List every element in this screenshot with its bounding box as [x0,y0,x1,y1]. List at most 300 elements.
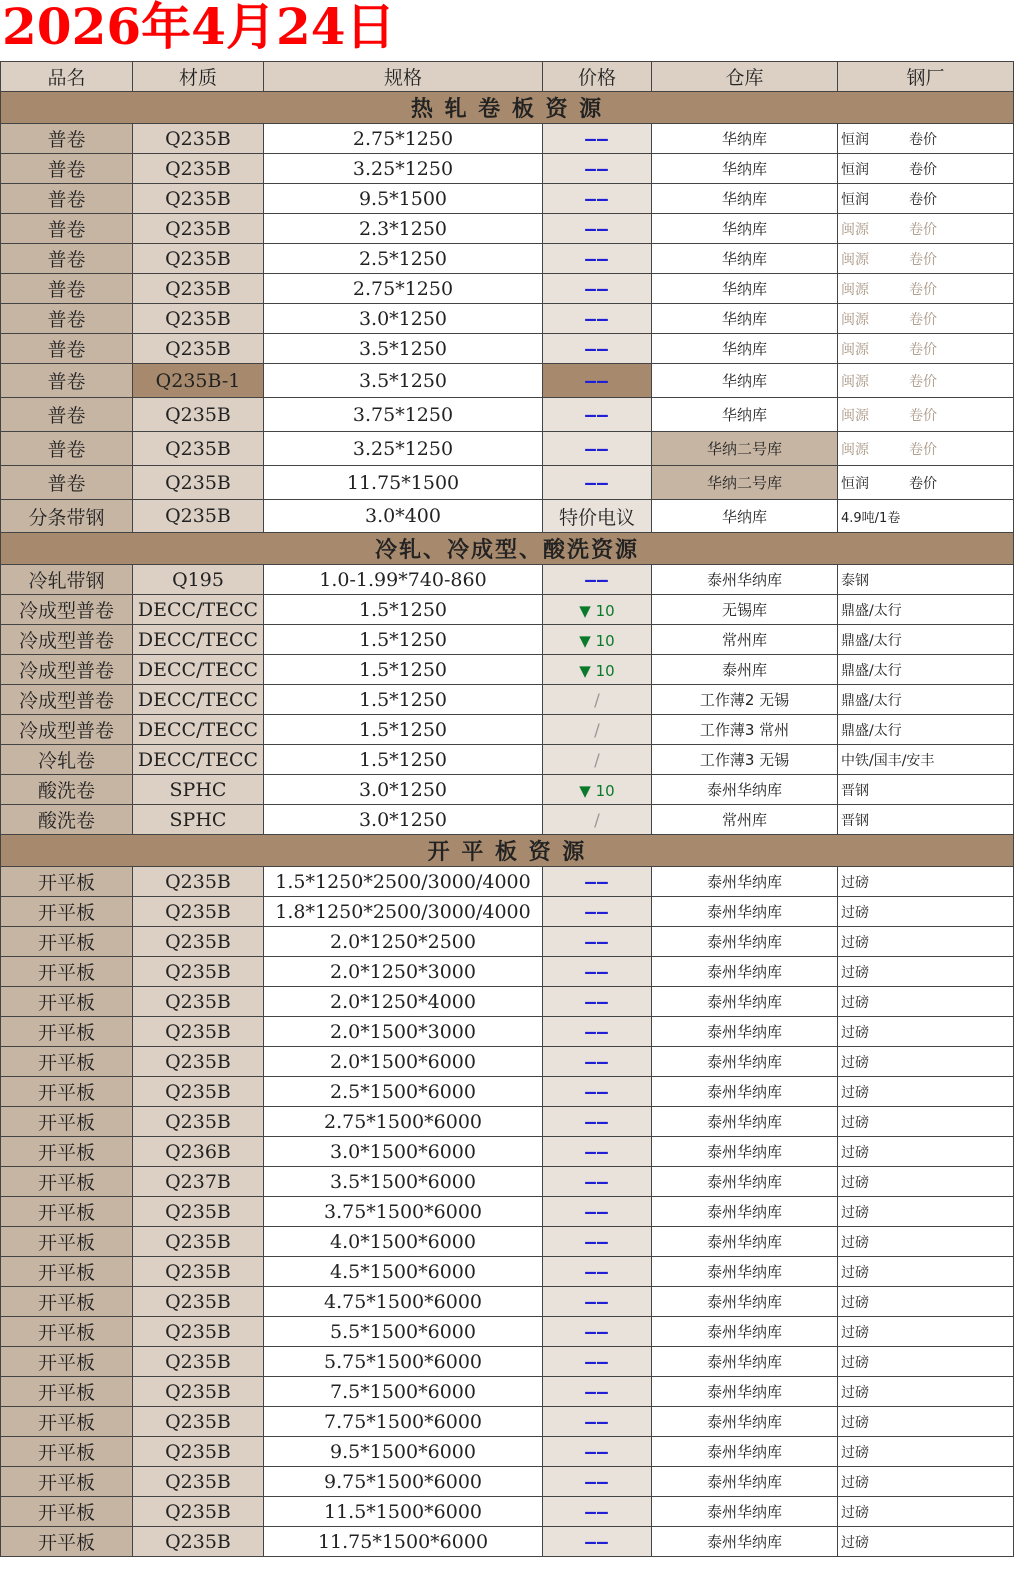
warehouse-cell: 泰州华纳库 [652,1407,838,1437]
warehouse-cell: 泰州华纳库 [652,1437,838,1467]
product-name-cell: 开平板 [1,1377,133,1407]
warehouse-cell: 泰州华纳库 [652,927,838,957]
price-dash: —— [585,438,609,460]
price-cell [543,927,652,957]
mill-cell [838,745,1014,775]
warehouse-cell: 泰州华纳库 [652,957,838,987]
product-name-cell: 开平板 [1,1437,133,1467]
table-row [1,1047,1014,1077]
material-cell: Q235B [133,1317,264,1347]
price-dash: —— [585,1351,609,1373]
warehouse-cell: 常州库 [652,625,838,655]
mill-name: 闽源 [841,311,869,328]
mill-name: 过磅 [841,904,869,921]
product-name-cell: 冷成型普卷 [1,595,133,625]
table-row [1,1497,1014,1527]
mill-cell [838,1047,1014,1077]
price-cell [543,805,652,835]
mill-note: 卷价 [909,161,937,178]
mill-name: 过磅 [841,1144,869,1161]
product-name-cell: 普卷 [1,398,133,432]
mill-name: 闽源 [841,341,869,358]
product-name-cell: 开平板 [1,1527,133,1557]
table-row [1,1527,1014,1557]
product-name-cell: 冷成型普卷 [1,685,133,715]
mill-name: 恒润 [841,161,869,178]
mill-cell [838,244,1014,274]
mill-name: 闽源 [841,281,869,298]
table-row [1,1467,1014,1497]
mill-cell [838,595,1014,625]
warehouse-cell: 泰州华纳库 [652,1167,838,1197]
table-row [1,1017,1014,1047]
price-down-indicator: ▼ 10 [579,781,615,800]
table-row [1,1407,1014,1437]
spec-cell: 11.75*1500 [264,466,543,500]
date-title: 2026年4月24日 [2,0,396,56]
price-cell [543,274,652,304]
spec-cell: 2.3*1250 [264,214,543,244]
mill-name: 鼎盛/太行 [841,662,902,679]
warehouse-cell: 泰州华纳库 [652,1497,838,1527]
mill-cell [838,897,1014,927]
spec-cell: 2.0*1250*3000 [264,957,543,987]
section-title-text: 开 平 板 资 源 [427,839,587,865]
price-down-indicator: ▼ 10 [579,661,615,680]
product-name-cell: 普卷 [1,184,133,214]
mill-name: 闽源 [841,251,869,268]
price-dash: —— [585,1501,609,1523]
section-title [1,92,1014,124]
mill-note: 卷价 [909,221,937,238]
warehouse-cell: 泰州库 [652,655,838,685]
material-cell: Q235B [133,304,264,334]
material-cell: Q235B [133,1227,264,1257]
mill-note: 卷价 [909,475,937,492]
mill-name: 过磅 [841,1444,869,1461]
header-row [1,62,1014,92]
header-material: 材质 [133,62,264,92]
material-cell: Q235B [133,1257,264,1287]
mill-name: 过磅 [841,1264,869,1281]
material-cell: Q235B [133,214,264,244]
material-cell: Q235B [133,1377,264,1407]
material-cell: Q235B [133,1047,264,1077]
material-cell: Q235B [133,124,264,154]
price-cell [543,1407,652,1437]
mill-name: 过磅 [841,1114,869,1131]
product-name-cell: 普卷 [1,244,133,274]
product-name-cell: 普卷 [1,364,133,398]
product-name-cell: 冷轧卷 [1,745,133,775]
mill-name: 中铁/国丰/安丰 [841,752,935,769]
price-dash: —— [585,248,609,270]
mill-note: 卷价 [909,441,937,458]
price-dash: —— [585,1171,609,1193]
table-row [1,500,1014,533]
price-cell [543,1527,652,1557]
spec-cell: 3.5*1500*6000 [264,1167,543,1197]
product-name-cell: 冷成型普卷 [1,715,133,745]
warehouse-cell: 华纳库 [652,334,838,364]
material-cell: DECC/TECC [133,655,264,685]
price-dash: —— [585,472,609,494]
spec-cell: 1.5*1250 [264,685,543,715]
mill-cell [838,1137,1014,1167]
table-row [1,1437,1014,1467]
product-name-cell: 开平板 [1,1017,133,1047]
price-cell [543,1497,652,1527]
product-name-cell: 开平板 [1,1227,133,1257]
warehouse-cell: 泰州华纳库 [652,1377,838,1407]
warehouse-cell: 泰州华纳库 [652,1077,838,1107]
table-row [1,398,1014,432]
mill-cell [838,1467,1014,1497]
header-warehouse: 仓库 [652,62,838,92]
product-name-cell: 开平板 [1,957,133,987]
spec-cell: 2.75*1250 [264,124,543,154]
material-cell: Q235B [133,867,264,897]
mill-cell [838,500,1014,533]
spec-cell: 2.0*1500*3000 [264,1017,543,1047]
section-title [1,835,1014,867]
mill-cell [838,1347,1014,1377]
warehouse-cell: 华纳库 [652,364,838,398]
warehouse-cell: 泰州华纳库 [652,1527,838,1557]
spec-cell: 3.75*1500*6000 [264,1197,543,1227]
material-cell: Q236B [133,1137,264,1167]
table-row [1,1197,1014,1227]
mill-name: 过磅 [841,1354,869,1371]
table-row [1,1137,1014,1167]
price-dash: —— [585,871,609,893]
warehouse-cell: 泰州华纳库 [652,1137,838,1167]
mill-name: 过磅 [841,1234,869,1251]
warehouse-cell: 泰州华纳库 [652,1107,838,1137]
mill-cell [838,154,1014,184]
material-cell: Q235B [133,957,264,987]
mill-note: 卷价 [909,251,937,268]
section-title-text: 冷轧、冷成型、酸洗资源 [374,537,639,563]
price-dash: —— [585,1141,609,1163]
product-name-cell: 普卷 [1,466,133,500]
table-row [1,685,1014,715]
price-dash: —— [585,308,609,330]
warehouse-cell: 华纳库 [652,244,838,274]
warehouse-cell: 华纳库 [652,154,838,184]
price-cell [543,184,652,214]
material-cell: Q235B [133,1017,264,1047]
mill-name: 过磅 [841,1324,869,1341]
price-dash: —— [585,1261,609,1283]
price-cell [543,625,652,655]
warehouse-cell: 泰州华纳库 [652,1047,838,1077]
product-name-cell: 开平板 [1,1467,133,1497]
price-cell [543,897,652,927]
mill-name: 过磅 [841,1174,869,1191]
table-row [1,1377,1014,1407]
mill-cell [838,775,1014,805]
product-name-cell: 开平板 [1,1167,133,1197]
mill-cell [838,334,1014,364]
mill-name: 闽源 [841,441,869,458]
table-row [1,957,1014,987]
spec-cell: 3.5*1250 [264,364,543,398]
spec-cell: 2.0*1250*2500 [264,927,543,957]
material-cell: Q235B [133,1497,264,1527]
material-cell: Q235B [133,244,264,274]
spec-cell: 4.75*1500*6000 [264,1287,543,1317]
header-spec: 规格 [264,62,543,92]
price-cell [543,432,652,466]
price-dash: —— [585,218,609,240]
table-row [1,466,1014,500]
mill-name: 晋钢 [841,782,869,799]
material-cell: Q235B [133,398,264,432]
material-cell: Q237B [133,1167,264,1197]
price-dash: —— [585,1411,609,1433]
material-cell: Q235B [133,274,264,304]
table-row [1,655,1014,685]
price-cell [543,466,652,500]
mill-name: 过磅 [841,1474,869,1491]
mill-cell [838,1167,1014,1197]
mill-cell [838,987,1014,1017]
table-row [1,1317,1014,1347]
mill-cell [838,1017,1014,1047]
table-row [1,565,1014,595]
price-dash: —— [585,338,609,360]
material-cell: Q235B [133,1467,264,1497]
material-cell: Q235B [133,1437,264,1467]
header-price: 价格 [543,62,652,92]
mill-cell [838,1317,1014,1347]
product-name-cell: 开平板 [1,1347,133,1377]
spec-cell: 3.25*1250 [264,154,543,184]
table-row [1,214,1014,244]
mill-name: 过磅 [841,1024,869,1041]
price-cell [543,867,652,897]
material-cell: Q235B [133,500,264,533]
warehouse-cell: 工作薄3 无锡 [652,745,838,775]
section-header [1,533,1014,565]
price-dash: —— [585,1441,609,1463]
mill-cell [838,957,1014,987]
mill-name: 鼎盛/太行 [841,602,902,619]
spec-cell: 2.75*1250 [264,274,543,304]
mill-cell [838,1287,1014,1317]
mill-cell [838,685,1014,715]
warehouse-cell: 泰州华纳库 [652,987,838,1017]
material-cell: Q235B [133,184,264,214]
spec-cell: 3.0*1500*6000 [264,1137,543,1167]
price-dash: —— [585,1021,609,1043]
mill-name: 过磅 [841,1084,869,1101]
price-cell [543,1347,652,1377]
material-cell: Q235B [133,1197,264,1227]
spec-cell: 1.5*1250 [264,715,543,745]
warehouse-cell: 泰州华纳库 [652,565,838,595]
warehouse-cell: 华纳二号库 [652,466,838,500]
table-row [1,715,1014,745]
mill-name: 过磅 [841,874,869,891]
price-cell [543,745,652,775]
price-cell [543,1317,652,1347]
price-dash: —— [585,278,609,300]
spec-cell: 7.75*1500*6000 [264,1407,543,1437]
price-dash: —— [585,370,609,392]
material-cell: DECC/TECC [133,745,264,775]
mill-name: 晋钢 [841,812,869,829]
mill-cell [838,565,1014,595]
header-name: 品名 [1,62,133,92]
material-cell: SPHC [133,805,264,835]
price-dash: —— [585,1081,609,1103]
spec-cell: 3.0*1250 [264,805,543,835]
product-name-cell: 分条带钢 [1,500,133,533]
product-name-cell: 酸洗卷 [1,775,133,805]
mill-cell [838,867,1014,897]
price-cell [543,154,652,184]
mill-note: 卷价 [909,341,937,358]
product-name-cell: 冷轧带钢 [1,565,133,595]
mill-cell [838,274,1014,304]
product-name-cell: 开平板 [1,1077,133,1107]
price-text: 特价电议 [558,506,635,529]
spec-cell: 3.0*1250 [264,304,543,334]
spec-cell: 1.0-1.99*740-860 [264,565,543,595]
mill-name: 过磅 [841,1384,869,1401]
price-dash: —— [585,1111,609,1133]
mill-name: 恒润 [841,191,869,208]
table-row [1,805,1014,835]
product-name-cell: 开平板 [1,1137,133,1167]
product-name-cell: 酸洗卷 [1,805,133,835]
mill-name: 4.9吨/1卷 [841,510,901,526]
product-name-cell: 普卷 [1,334,133,364]
price-cell [543,1257,652,1287]
price-dash: —— [585,128,609,150]
product-name-cell: 普卷 [1,154,133,184]
table-row [1,987,1014,1017]
warehouse-cell: 华纳库 [652,500,838,533]
section-header [1,835,1014,867]
material-cell: Q235B [133,987,264,1017]
product-name-cell: 开平板 [1,867,133,897]
price-cell [543,1467,652,1497]
price-cell [543,364,652,398]
warehouse-cell: 华纳库 [652,398,838,432]
mill-name: 鼎盛/太行 [841,722,902,739]
mill-cell [838,715,1014,745]
material-cell: Q235B [133,154,264,184]
table-row [1,595,1014,625]
table-row [1,775,1014,805]
material-cell: Q235B [133,1077,264,1107]
mill-cell [838,655,1014,685]
mill-cell [838,1437,1014,1467]
warehouse-cell: 常州库 [652,805,838,835]
spec-cell: 3.75*1250 [264,398,543,432]
warehouse-cell: 泰州华纳库 [652,1287,838,1317]
price-cell [543,334,652,364]
warehouse-cell: 泰州华纳库 [652,1347,838,1377]
mill-cell [838,432,1014,466]
material-cell: Q235B [133,1347,264,1377]
material-cell: DECC/TECC [133,625,264,655]
spec-cell: 9.5*1500 [264,184,543,214]
material-cell: Q235B-1 [133,364,264,398]
product-name-cell: 普卷 [1,124,133,154]
product-name-cell: 开平板 [1,1047,133,1077]
spec-cell: 9.5*1500*6000 [264,1437,543,1467]
product-name-cell: 普卷 [1,304,133,334]
warehouse-cell: 华纳库 [652,184,838,214]
warehouse-cell: 工作薄2 无锡 [652,685,838,715]
price-dash: —— [585,931,609,953]
price-slash: / [594,810,600,831]
product-name-cell: 普卷 [1,214,133,244]
material-cell: Q235B [133,897,264,927]
material-cell: DECC/TECC [133,685,264,715]
warehouse-cell: 华纳库 [652,124,838,154]
mill-name: 鼎盛/太行 [841,692,902,709]
price-dash: —— [585,1531,609,1553]
warehouse-cell: 泰州华纳库 [652,897,838,927]
material-cell: Q235B [133,432,264,466]
section-title-text: 热 轧 卷 板 资 源 [410,96,604,122]
warehouse-cell: 泰州华纳库 [652,867,838,897]
spec-cell: 5.5*1500*6000 [264,1317,543,1347]
table-row [1,1347,1014,1377]
mill-cell [838,1227,1014,1257]
table-row [1,1167,1014,1197]
price-slash: / [594,720,600,741]
mill-cell [838,1407,1014,1437]
material-cell: Q235B [133,466,264,500]
warehouse-cell: 泰州华纳库 [652,1197,838,1227]
spec-cell: 5.75*1500*6000 [264,1347,543,1377]
mill-name: 过磅 [841,1534,869,1551]
material-cell: Q195 [133,565,264,595]
mill-cell [838,124,1014,154]
mill-note: 卷价 [909,373,937,390]
table-row [1,304,1014,334]
table-row [1,364,1014,398]
mill-name: 过磅 [841,1294,869,1311]
mill-name: 恒润 [841,131,869,148]
product-name-cell: 开平板 [1,987,133,1017]
material-cell: Q235B [133,927,264,957]
price-dash: —— [585,1051,609,1073]
mill-cell [838,1197,1014,1227]
mill-note: 卷价 [909,281,937,298]
price-cell [543,1227,652,1257]
price-cell [543,1017,652,1047]
price-dash: —— [585,188,609,210]
warehouse-cell: 泰州华纳库 [652,1467,838,1497]
spec-cell: 7.5*1500*6000 [264,1377,543,1407]
material-cell: Q235B [133,1527,264,1557]
mill-name: 过磅 [841,1504,869,1521]
warehouse-cell: 泰州华纳库 [652,1317,838,1347]
spec-cell: 4.0*1500*6000 [264,1227,543,1257]
price-cell [543,500,652,533]
spec-cell: 1.5*1250 [264,595,543,625]
price-dash: —— [585,901,609,923]
price-dash: —— [585,1471,609,1493]
spec-cell: 1.5*1250 [264,745,543,775]
